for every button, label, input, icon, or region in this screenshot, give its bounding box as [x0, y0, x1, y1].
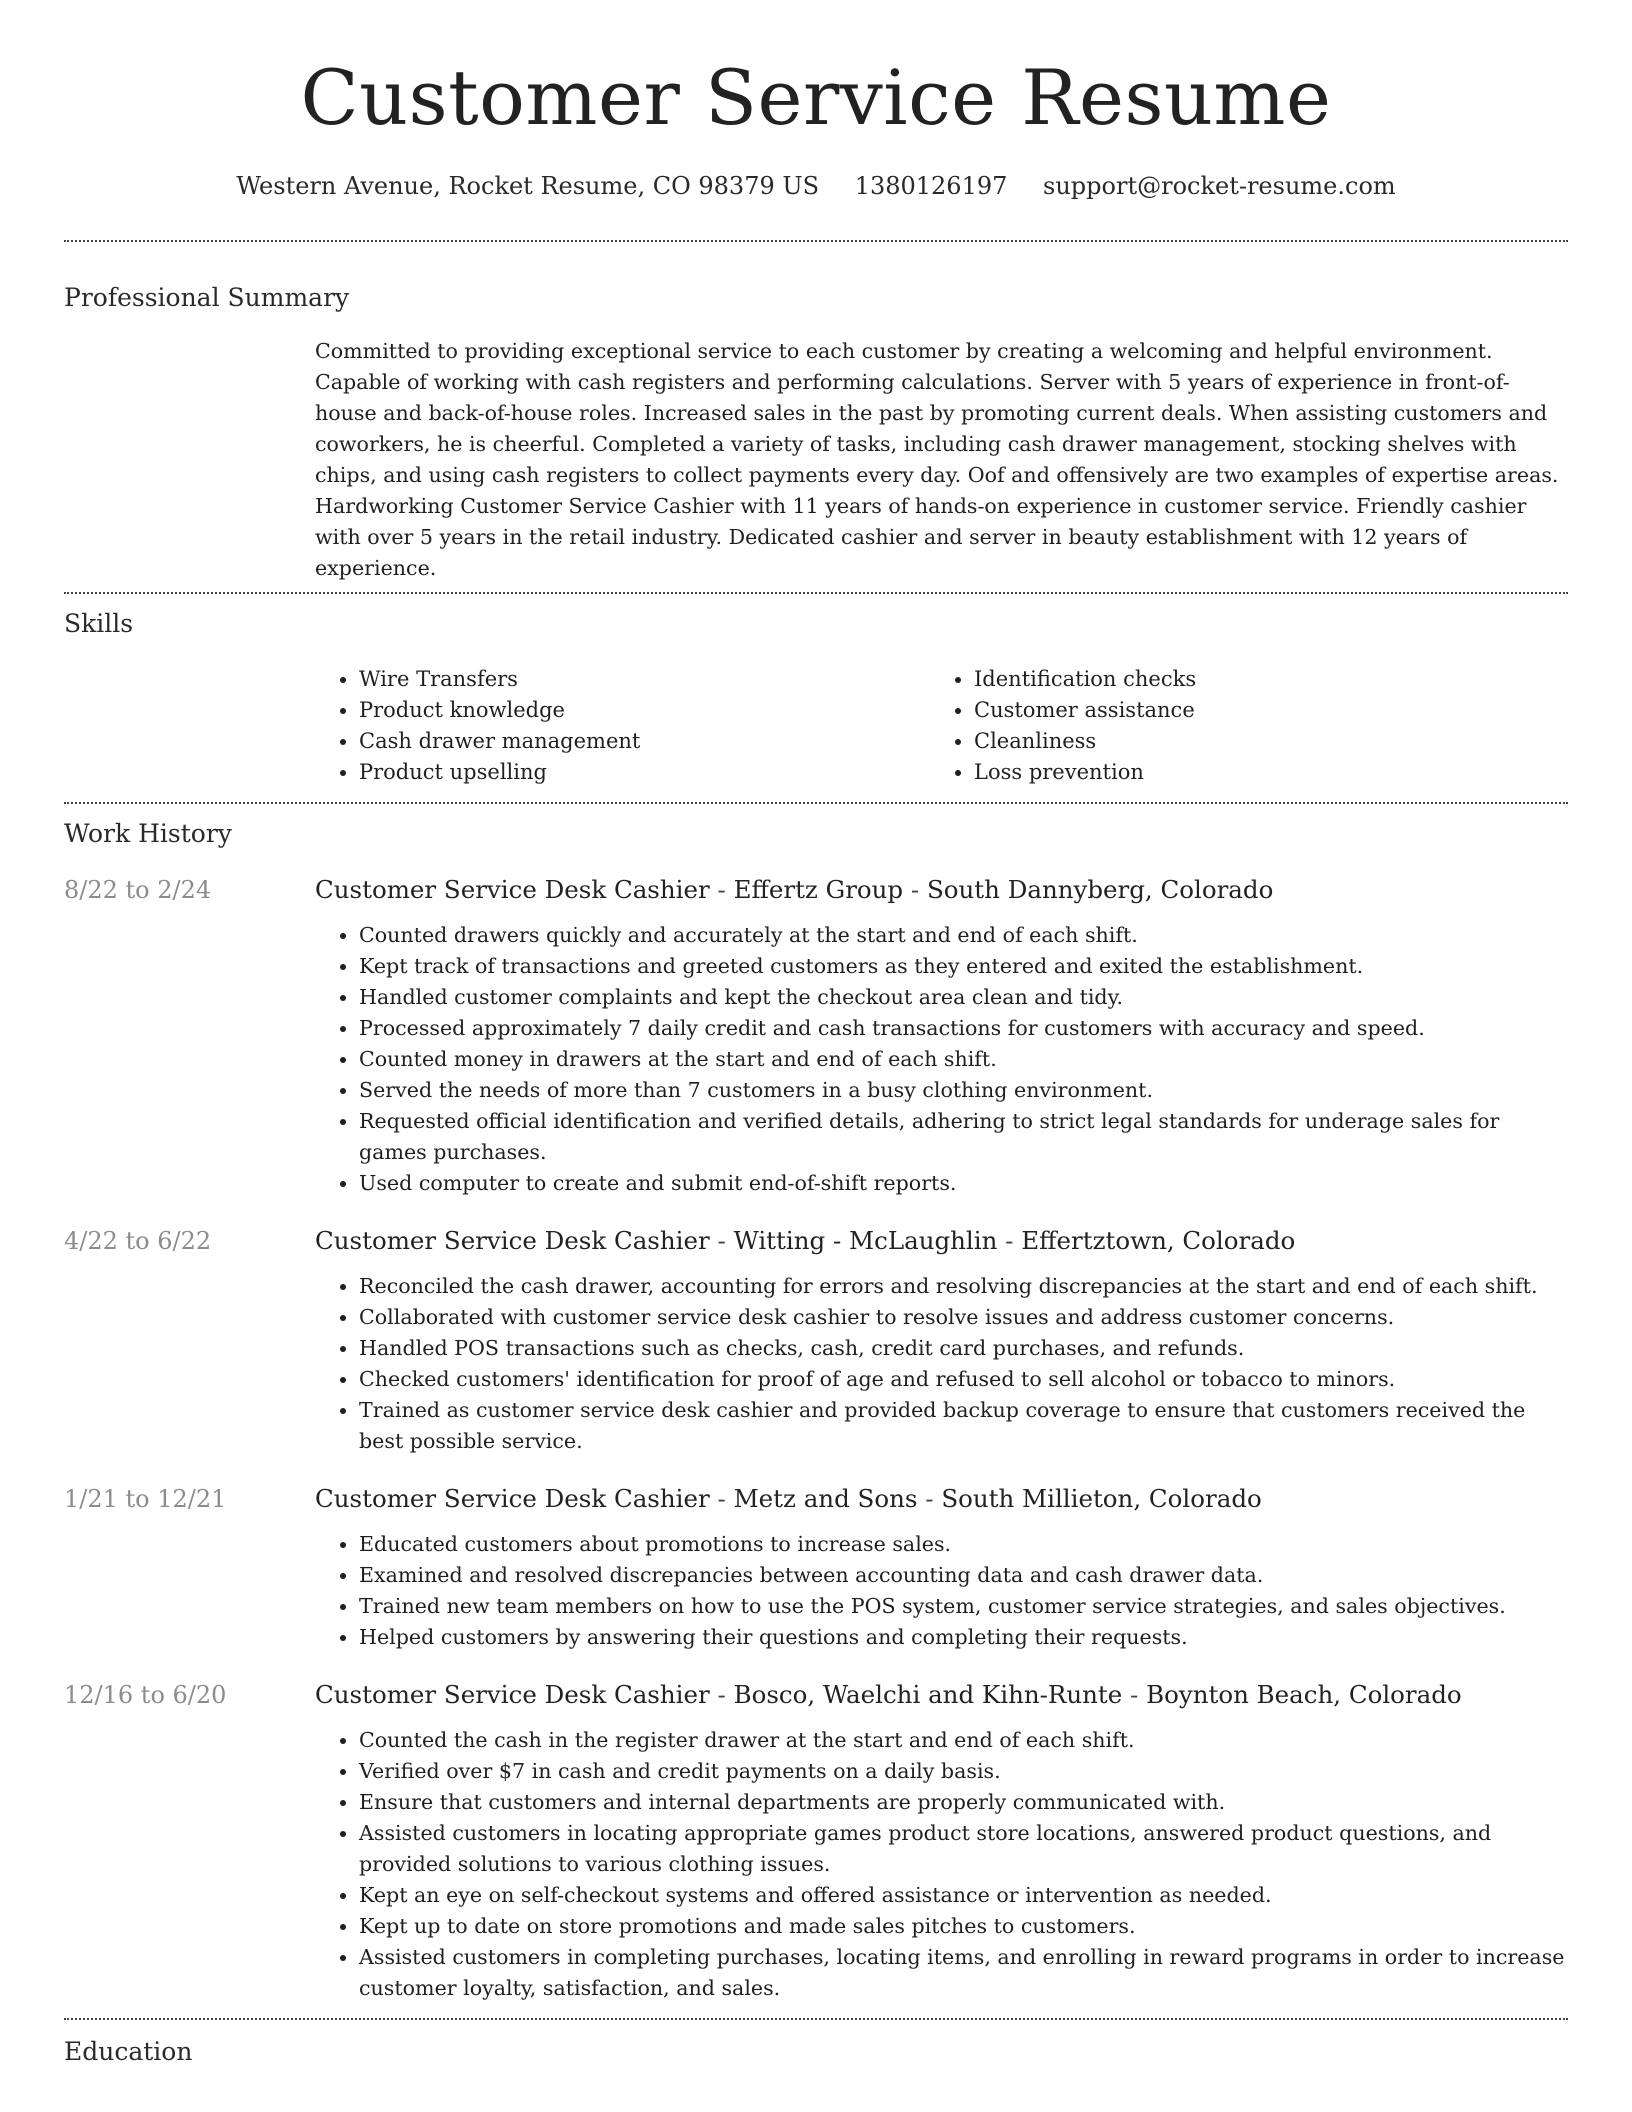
contact-phone: 1380126197: [854, 172, 1008, 200]
contact-email: support@rocket-resume.com: [1043, 172, 1396, 200]
section-title-skills: Skills: [64, 609, 134, 638]
job-dates: 8/22 to 2/24: [64, 876, 212, 904]
skill-item: • Product upselling: [359, 757, 930, 788]
job-bullet: • Kept track of transactions and greeted customers as they entered and exited the establishment.: [359, 951, 1568, 982]
job-dates: 12/16 to 6/20: [64, 1681, 227, 1709]
job-dates: 1/21 to 12/21: [64, 1485, 227, 1513]
skill-item: • Cash drawer management: [359, 726, 930, 757]
job-company: Metz and Sons: [733, 1484, 918, 1513]
job-bullet: • Counted the cash in the register drawer at the start and end of each shift.: [359, 1725, 1568, 1756]
job-bullet: • Requested official identification and verified details, adhering to strict legal standards for underage sales for games purchases.: [359, 1106, 1568, 1168]
job-entry: [64, 1677, 1568, 2004]
job-bullet: • Kept an eye on self-checkout systems and offered assistance or intervention as needed.: [359, 1880, 1568, 1911]
skill-item: • Cleanliness: [974, 726, 1545, 757]
job-bullet: • Reconciled the cash drawer, accounting for errors and resolving discrepancies at the start and end of each shift.: [359, 1271, 1568, 1302]
job-bullet: • Counted drawers quickly and accurately at the start and end of each shift.: [359, 920, 1568, 951]
job-heading: Customer Service Desk Cashier - Bosco, Waelchi and Kihn-Runte - Boynton Beach, Colorado: [315, 1680, 1462, 1709]
job-bullets: [315, 1725, 1568, 2004]
job-entry: [64, 872, 1568, 1199]
job-bullet: • Checked customers' identification for proof of age and refused to sell alcohol or tobacco to minors.: [359, 1364, 1568, 1395]
skill-item: • Identification checks: [974, 664, 1545, 695]
job-heading: Customer Service Desk Cashier - Witting - McLaughlin - Effertztown, Colorado: [315, 1226, 1296, 1255]
job-bullet: • Handled customer complaints and kept the checkout area clean and tidy.: [359, 982, 1568, 1013]
job-body: [315, 1481, 1568, 1653]
job-bullet: • Used computer to create and submit end-of-shift reports.: [359, 1168, 1568, 1199]
job-body: [315, 1223, 1568, 1457]
job-body: [315, 1677, 1568, 2004]
section-title-education: Education: [64, 2037, 193, 2066]
job-bullet: • Verified over $7 in cash and credit payments on a daily basis.: [359, 1756, 1568, 1787]
job-location: South Dannyberg, Colorado: [926, 875, 1274, 904]
job-bullet: • Educated customers about promotions to increase sales.: [359, 1529, 1568, 1560]
job-bullet: • Trained as customer service desk cashier and provided backup coverage to ensure that customers received the best possible service.: [359, 1395, 1568, 1457]
skill-item: • Customer assistance: [974, 695, 1545, 726]
job-bullet: • Ensure that customers and internal departments are properly communicated with.: [359, 1787, 1568, 1818]
contact-line: [64, 168, 1568, 204]
job-entry: [64, 1223, 1568, 1457]
skills-section: [64, 594, 1568, 788]
job-bullets: [315, 1271, 1568, 1457]
job-dates: 4/22 to 6/22: [64, 1227, 212, 1255]
section-title-work: Work History: [64, 819, 232, 848]
job-bullet: • Examined and resolved discrepancies between accounting data and cash drawer data.: [359, 1560, 1568, 1591]
skill-item: • Product knowledge: [359, 695, 930, 726]
job-bullets: [315, 1529, 1568, 1653]
skills-list-right: [930, 664, 1545, 788]
job-role: Customer Service Desk Cashier: [315, 1226, 710, 1255]
job-role: Customer Service Desk Cashier: [315, 875, 710, 904]
job-entry: [64, 1481, 1568, 1653]
job-heading: Customer Service Desk Cashier - Metz and Sons - South Millieton, Colorado: [315, 1484, 1262, 1513]
skills-list-left: [315, 664, 930, 788]
skill-item: • Wire Transfers: [359, 664, 930, 695]
job-body: [315, 872, 1568, 1199]
work-history-section: [64, 804, 1568, 2004]
job-bullet: • Collaborated with customer service desk cashier to resolve issues and address customer concerns.: [359, 1302, 1568, 1333]
job-bullet: • Helped customers by answering their questions and completing their requests.: [359, 1622, 1568, 1653]
section-title-summary: Professional Summary: [64, 283, 350, 312]
job-location: Effertztown, Colorado: [1021, 1226, 1296, 1255]
skills-columns: [315, 664, 1568, 788]
contact-address: Western Avenue, Rocket Resume, CO 98379 US: [236, 172, 820, 200]
job-bullet: • Handled POS transactions such as checks, cash, credit card purchases, and refunds.: [359, 1333, 1568, 1364]
job-company: Effertz Group: [733, 875, 904, 904]
job-company: Bosco, Waelchi and Kihn-Runte: [733, 1680, 1123, 1709]
job-heading: Customer Service Desk Cashier - Effertz Group - South Dannyberg, Colorado: [315, 875, 1274, 904]
professional-summary-section: [64, 242, 1568, 584]
job-bullet: • Processed approximately 7 daily credit and cash transactions for customers with accuracy and speed.: [359, 1013, 1568, 1044]
job-location: Boynton Beach, Colorado: [1146, 1680, 1462, 1709]
skill-item: • Loss prevention: [974, 757, 1545, 788]
job-bullet: • Served the needs of more than 7 customers in a busy clothing environment.: [359, 1075, 1568, 1106]
job-bullets: [315, 920, 1568, 1199]
education-section: [64, 2020, 1568, 2070]
job-role: Customer Service Desk Cashier: [315, 1680, 710, 1709]
job-bullet: • Assisted customers in completing purchases, locating items, and enrolling in reward programs in order to increase customer loyalty, satisfaction, and sales.: [359, 1942, 1568, 2004]
job-bullet: • Counted money in drawers at the start and end of each shift.: [359, 1044, 1568, 1075]
job-bullet: • Kept up to date on store promotions and made sales pitches to customers.: [359, 1911, 1568, 1942]
resume-title: Customer Service Resume: [300, 53, 1332, 142]
job-role: Customer Service Desk Cashier: [315, 1484, 710, 1513]
job-bullet: • Assisted customers in locating appropriate games product store locations, answered product questions, and provided solutions to various clothing issues.: [359, 1818, 1568, 1880]
job-bullet: • Trained new team members on how to use the POS system, customer service strategies, and sales objectives.: [359, 1591, 1568, 1622]
summary-text: Committed to providing exceptional service to each customer by creating a welcoming and helpful environment. Capable of working with cash registers and performing calculations. Server with 5 years of experience in front-of-house and back-of-house roles. Increased sales in the past by promoting current deals. When assisting customers and coworkers, he is cheerful. Completed a variety of tasks, including cash drawer management, stocking shelves with chips, and using cash registers to collect payments every day. Oof and offensively are two examples of expertise areas. Hardworking Customer Service Cashier with 11 years of hands-on experience in customer service. Friendly cashier with over 5 years in the retail industry. Dedicated cashier and server in beauty establishment with 12 years of experience.: [315, 339, 1559, 580]
job-company: Witting - McLaughlin: [733, 1226, 998, 1255]
job-location: South Millieton, Colorado: [941, 1484, 1262, 1513]
